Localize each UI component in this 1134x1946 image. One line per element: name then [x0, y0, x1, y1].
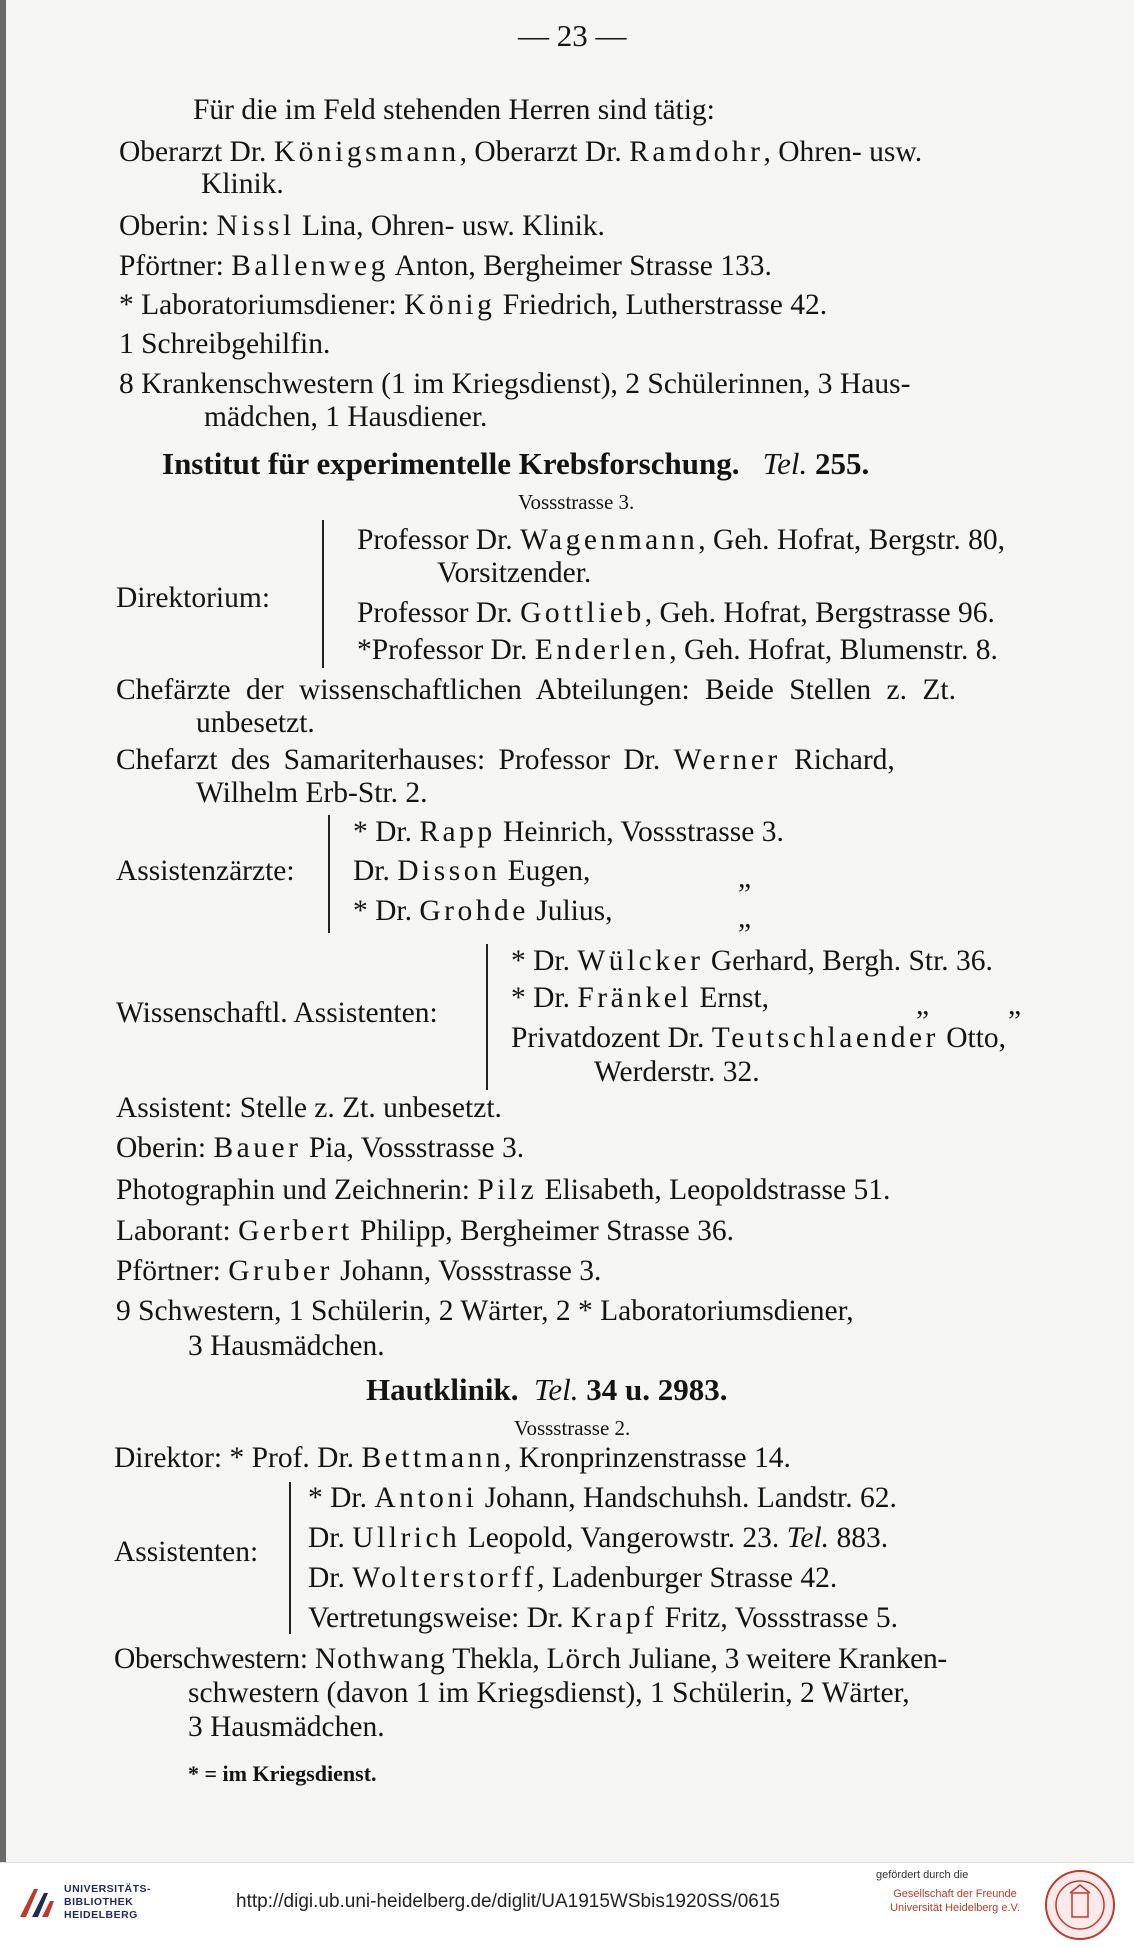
samariterhaus-address: Wilhelm Erb-Str. 2.: [196, 777, 428, 809]
address-krebsforschung: Vossstrasse 3.: [518, 490, 635, 514]
laborant-line: Laborant: Gerbert Philipp, Bergheimer Strasse 36.: [116, 1215, 734, 1247]
brace-hautklinik-assistenten: [289, 1482, 301, 1634]
oberschwestern-line-2: schwestern (davon 1 im Kriegsdienst), 1 Schülerin, 2 Wärter,: [188, 1677, 910, 1709]
ditto-mark: „: [738, 862, 752, 894]
direktorium-member-2: Professor Dr. Gottlieb, Geh. Hofrat, Bergstrasse 96.: [357, 597, 995, 629]
pfoertner-line: Pförtner: Ballenweg Anton, Bergheimer Strasse 133.: [119, 250, 772, 282]
wiss-assistenten-label: Wissenschaftl. Assistenten:: [116, 997, 438, 1029]
brace-assistenzaerzte: [328, 815, 340, 933]
direktorium-label: Direktorium:: [116, 582, 271, 614]
name-nissl: Nissl: [216, 210, 295, 242]
page-number: — 23 —: [518, 18, 627, 53]
chefaerzte-line-1: Chefärzte der wissenschaftlichen Abteilungen: Beide Stellen z. Zt.: [116, 674, 956, 706]
oberschwestern-line-3: 3 Hausmädchen.: [188, 1711, 385, 1743]
schwestern-line-1: 9 Schwestern, 1 Schülerin, 2 Wärter, 2 * Laboratoriumsdiener,: [116, 1295, 854, 1327]
hautklinik-assistenten-label: Assistenten:: [114, 1536, 259, 1568]
brace-direktorium: [322, 520, 334, 668]
ditto-mark: „: [1008, 989, 1022, 1021]
wiss-assistent-1: * Dr. Wülcker Gerhard, Bergh. Str. 36.: [511, 945, 993, 977]
chefaerzte-line-2: unbesetzt.: [196, 707, 315, 739]
samariterhaus-line: Chefarzt des Samariterhauses: Professor Dr. Werner Richard,: [116, 744, 895, 776]
footnote: * = im Kriegsdienst.: [188, 1761, 377, 1786]
assistenzarzt-1: * Dr. Rapp Heinrich, Vossstrasse 3.: [353, 816, 784, 848]
oberin-line-2: Oberin: Bauer Pia, Vossstrasse 3.: [116, 1132, 525, 1164]
name-ramdohr: Ramdohr: [629, 136, 764, 168]
oberschwestern-line-1: Oberschwestern: Nothwang Thekla, Lörch Juliane, 3 weitere Kranken-: [114, 1643, 947, 1675]
hautklinik-assistent-3: Dr. Wolterstorff, Ladenburger Strasse 42.: [308, 1562, 838, 1594]
assistenzarzt-2: Dr. Disson Eugen,: [353, 855, 591, 887]
library-name: UNIVERSITÄTS- BIBLIOTHEK HEIDELBERG: [64, 1883, 152, 1921]
hautklinik-direktor: Direktor: * Prof. Dr. Bettmann, Kronprinzenstrasse 14.: [114, 1442, 791, 1474]
klinik-line: Klinik.: [201, 168, 284, 200]
assistenzarzt-3: * Dr. Grohde Julius,: [353, 895, 613, 927]
library-logo-icon: [14, 1881, 58, 1925]
footer-bar: [0, 1862, 1134, 1946]
direktorium-member-1-role: Vorsitzender.: [437, 557, 592, 589]
ditto-mark: „: [916, 989, 930, 1021]
wiss-assistent-3: Privatdozent Dr. Teutschlaender Otto,: [511, 1022, 1007, 1054]
kranken-line-2: mädchen, 1 Hausdiener.: [204, 401, 488, 433]
heading-krebsforschung: Institut für experimentelle Krebsforschung. Tel. 255.: [162, 446, 870, 481]
labor-line: * Laboratoriumsdiener: König Friedrich, Lutherstrasse 42.: [119, 289, 828, 321]
direktorium-member-3: *Professor Dr. Enderlen, Geh. Hofrat, Blumenstr. 8.: [357, 634, 998, 666]
brace-wiss-assistenten: [486, 944, 498, 1090]
hautklinik-assistent-4: Vertretungsweise: Dr. Krapf Fritz, Vossstrasse 5.: [308, 1602, 898, 1634]
society-name: Gesellschaft der Freunde Universität Heidelberg e.V.: [890, 1888, 1020, 1914]
pfoertner-line-2: Pförtner: Gruber Johann, Vossstrasse 3.: [116, 1255, 602, 1287]
kranken-line-1: 8 Krankenschwestern (1 im Kriegsdienst), 2 Schülerinnen, 3 Haus-: [119, 368, 911, 400]
schreib-line: 1 Schreibgehilfin.: [119, 328, 331, 360]
hautklinik-assistent-1: * Dr. Antoni Johann, Handschuhsh. Landstr. 62.: [308, 1482, 897, 1514]
source-url[interactable]: http://digi.ub.uni-heidelberg.de/diglit/UA1915WSbis1920SS/0615: [236, 1891, 780, 1912]
name-koenigsmann: Königsmann: [273, 136, 460, 168]
heading-hautklinik: Hautklinik. Tel. 34 u. 2983.: [366, 1372, 728, 1407]
oberin-line: Oberin: Nissl Lina, Ohren- usw. Klinik.: [119, 210, 605, 242]
photographin-line: Photographin und Zeichnerin: Pilz Elisabeth, Leopoldstrasse 51.: [116, 1174, 891, 1206]
hautklinik-assistent-2: Dr. Ullrich Leopold, Vangerowstr. 23. Tel. 883.: [308, 1522, 889, 1554]
wiss-assistent-3-address: Werderstr. 32.: [594, 1056, 760, 1088]
name-koenig: König: [404, 289, 496, 321]
assistent-line: Assistent: Stelle z. Zt. unbesetzt.: [116, 1092, 502, 1124]
ditto-mark: „: [738, 902, 752, 934]
direktorium-member-1: Professor Dr. Wagenmann, Geh. Hofrat, Bergstr. 80,: [357, 524, 1005, 556]
assistenzaerzte-label: Assistenzärzte:: [116, 855, 295, 887]
supported-by: gefördert durch die: [876, 1869, 969, 1881]
university-seal-icon: [1044, 1869, 1116, 1941]
address-hautklinik: Vossstrasse 2.: [514, 1416, 631, 1440]
name-ballenweg: Ballenweg: [231, 250, 389, 282]
schwestern-line-2: 3 Hausmädchen.: [188, 1330, 385, 1362]
wiss-assistent-2: * Dr. Fränkel Ernst,: [511, 982, 770, 1014]
oberarzt-line: Oberarzt Dr. Königsmann, Oberarzt Dr. Ramdohr, Ohren- usw.: [119, 136, 923, 168]
intro-line: Für die im Feld stehenden Herren sind tätig:: [193, 94, 715, 126]
